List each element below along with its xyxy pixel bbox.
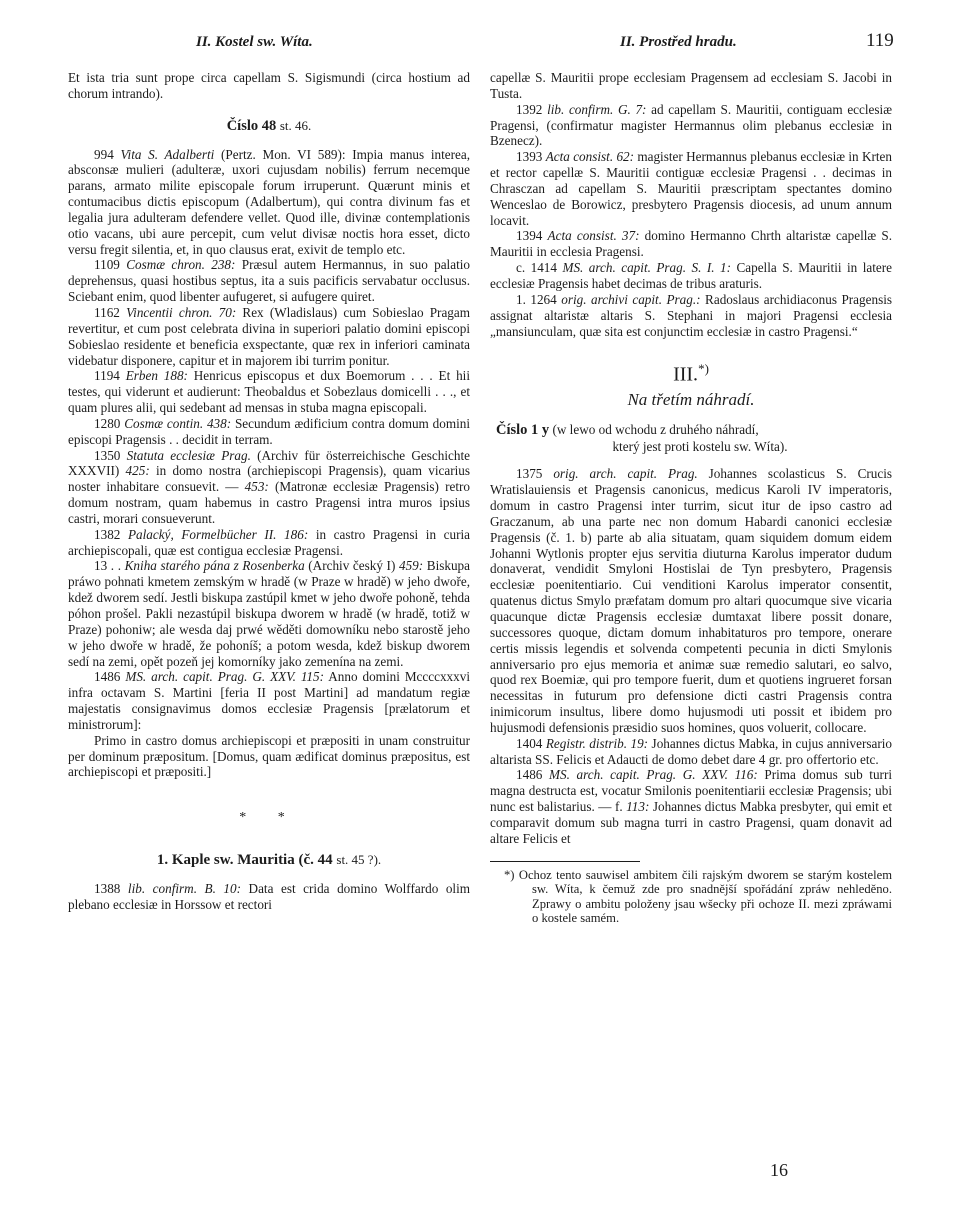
left-column-paragraph: 13 . . Kniha starého pána z Rosenberka (Archiv český I) 459: Biskupa práwo pohnati kmetem zemským w hradě (w Praze w hradě) w jeho dwoře, kdež dworem sedí. Jestli biskupa zastúpil kmet w jeho dwoře pohoně, tehda póhon prošel. Pakli nezastúpil biskupa dworem w hradě (w hradě, totiž w Praze) pohoniw; ale wesda daj prwé wěděti domowníku nebo starostě jeho w jeho dwoře w hradě, že pohoníš; a potom wesda, kdež biskup dworem sedí na zemi, opět pozeň jej komorníky jako zemenína na zemi. bbox=[68, 558, 470, 669]
right-column-paragraph: 1394 Acta consist. 37: domino Hermanno Chrth altaristæ capellæ S. Mauritii in ecclesia Pragensi. bbox=[490, 228, 892, 260]
right-column-paragraph: 1393 Acta consist. 62: magister Hermannus plebanus ecclesiæ in Krten et rector capellæ S. Mauritii contiguæ ecclesiæ Pragensi . . decimas in Chrasczan ad capellam S. Mauritii præscriptam spectantes domino Wenceslao de Borowicz, presbytero Pragensis diocesis, ad unum annum locavit. bbox=[490, 149, 892, 228]
left-column-paragraph: 1109 Cosmæ chron. 238: Præsul autem Hermannus, in suo palatio deprehensus, quasi hostibus septus, ita a suis pacificis servabatur occlusus. Sciebant enim, quod libenter aufugeret, si aufugere quiret. bbox=[68, 257, 470, 305]
left-column-paragraph: 1388 lib. confirm. B. 10: Data est crida domino Wolffardo olim plebano ecclesiæ in Horssow et rectori bbox=[68, 880, 471, 912]
right-column-paragraph: 1486 MS. arch. capit. Prag. G. XXV. 116: Prima domus sub turri magna destructa est, vocatur Smilonis poenitentiarii ecclesiæ Pragensis; ubi nunc est balistarius. — f. 113: Johannes dictus Mabka presbyter, qui emit et comparavit domum sub magna turri in castro Pragensi, quam donavit ad altare Felicis et bbox=[490, 767, 893, 846]
right-column-paragraph: III.*) bbox=[673, 361, 709, 386]
left-column bbox=[68, 70, 470, 913]
right-column-paragraph: 1392 lib. confirm. G. 7: ad capellam S. Mauritii, contiguam ecclesiæ Pragensi, (confirmatur magister Hermannus olim plebanus ecclesiæ in Bzenecz). bbox=[490, 101, 893, 149]
right-column-paragraph: 1404 Registr. distrib. 19: Johannes dictus Mabka, in cujus anniversario altarista SS. Felicis et Adaucti de domo debet dare 4 gr. pro offertorio etc. bbox=[490, 735, 892, 767]
left-column-paragraph: Číslo 48 st. 46. bbox=[226, 117, 312, 134]
left-column-paragraph: 1280 Cosmæ contin. 438: Secundum ædificium contra domum domini episcopi Pragensis . . decidit in terram. bbox=[68, 415, 471, 447]
left-column-paragraph: 1162 Vincentii chron. 70: Rex (Wladislaus) cum Sobieslao Pragam revertitur, et cum post celebrata divina in superiori palatio domini episcopi Sobieslao residente et beneficia exspectante, quæ rex in inferiori caminata videbatur disponere, capitur et in majorem ibi turrim ponitur. bbox=[68, 304, 471, 368]
right-column-paragraph: capellæ S. Mauritii prope ecclesiam Pragensem ad ecclesiam S. Jacobi in Tusta. bbox=[490, 70, 892, 101]
left-column-paragraph: Et ista tria sunt prope circa capellam S. Sigismundi (circa hostium ad chorum intrando). bbox=[68, 70, 470, 101]
right-column-paragraph: Číslo 1 y (w lewo od wchodu z druhého náhradí, který jest proti kostelu sw. Wíta). bbox=[496, 421, 788, 454]
left-column-paragraph: 1382 Palacký, Formelbücher II. 186: in castro Pragensi in curia archiepiscopali, quæ est contigua ecclesiæ Pragensi. bbox=[68, 526, 470, 558]
left-column-paragraph: 1486 MS. arch. capit. Prag. G. XXV. 115: Anno domini Mccccxxxvi infra octavam S. Martini [feria II post Martini] ad mandatum regiæ majestatis consignavimus domos ecclesiæ Pragensis [prælatorum et ministrorum]: bbox=[68, 669, 470, 732]
left-column-paragraph: 994 Vita S. Adalberti (Pertz. Mon. VI 589): Impia manus interea, absconsæ mulieri (adulteræ, uxori cujusdam nobilis) ferrum necemque parans, armato milite episcopale forum irruperunt. Quærunt minis et contumacibus dictis episcopum (Adalbertum), qui contra divinum fas et legalia jura adulteram defendere vellet. Quod ille, divinæ contemplationis otio vacans, ubi aure percepit, cum velut divisæ noctis hora esset, dicto versu fregit silentia, et, in quo clausus erat, exivit de templo etc. bbox=[68, 146, 470, 257]
page-number: 119 bbox=[866, 30, 894, 51]
left-column-paragraph: 1350 Statuta ecclesiæ Prag. (Archiv für österreichische Geschichte XXXVII) 425: in domo nostra (archiepiscopi Pragensis), quam vicarius noster inhabitare consuevit. — 453: (Matronæ ecclesiæ Pragensis) retro domum nostram, quam habemus in castro Pragensi intra muros ipsius castri, morari consueverunt. bbox=[68, 447, 470, 526]
footnote-rule bbox=[490, 861, 640, 862]
left-column-paragraph: 1194 Erben 188: Henricus episcopus et dux Boemorum . . . Et hii testes, qui viderunt et audierunt: Theobaldus et Sobezlaus domicelli . . ., et quam plures alii, qui sedebant ad mensas in stuba magna episcopali. bbox=[68, 368, 470, 416]
left-column-paragraph: Primo in castro domus archiepiscopi et præpositi in unam construitur per dominum præpositum. [Domus, quam ædificat dominus præpositus, est archiepiscopi et præpositi.] bbox=[68, 732, 470, 780]
right-column-paragraph: Na třetím náhradí. bbox=[627, 389, 755, 409]
right-column bbox=[490, 70, 892, 926]
right-column-paragraph: c. 1414 MS. arch. capit. Prag. S. I. 1: Capella S. Mauritii in latere ecclesiæ Pragensis habet decimas de tribus araturis. bbox=[490, 260, 892, 291]
right-column-paragraph: 1. 1264 orig. archivi capit. Prag.: Radoslaus archidiaconus Pragensis assignat altaristæ altaris S. Stephani in majori Pragensi ecclesia „mansiunculam, quæ sita est conjunctim ecclesiæ in castro Pragensi.“ bbox=[490, 291, 893, 339]
right-column-paragraph: 1375 orig. arch. capit. Prag. Johannes scolasticus S. Crucis Wratislauiensis et Pragensis canonicus, medicus Karoli IV imperatoris, domum in castro Pragensi inter turrim, sicut itur de ipso castro ad Graczanum, ab una parte nec non domum Habardi canonici ecclesiæ Pragensis (č. 1. b) parte ab alia situatam, quam siquidem domum eidem Johanni Wytlonis propter ejus servitia diuturna Karolus imperator dudum donaverat, vendidit Smyloni Hostislai de Tyn presbytero, Pragensis ecclesiæ poenitentiario. Cui venditioni Karolus imperator consentit, quatenus dictus Smylo præfatam domum pro altari quocumque sive vicaria quacunque dictæ Pragensis ecclesiæ dumtaxat libere possit donare, successores quoque, dictam domum inhabitaturos pro tempore, onerare certis missis legendis et solvenda competenti pecunia in dicti Smylonis anniversario pro ejus memoria et animæ suæ remedio salutari, eo salvo, quod rex Boemiæ, qui pro tempore fuerit, dum et quotiens ingrueret forsan necessitas in futurum pro defensione dicti castri Pragensis contra inimicorum insultus, libere domo hujusmodi uti possit et ibidem pro hujusmodi defensionis præsidio suos homines, quos voluerit, collocare. bbox=[490, 466, 892, 735]
signature-mark: 16 bbox=[770, 1160, 788, 1180]
left-column-paragraph: 1. Kaple sw. Mauritia (č. 44 st. 45 ?). bbox=[156, 852, 382, 869]
running-header-left: II. Kostel sw. Wíta. bbox=[196, 34, 313, 50]
running-header-right: II. Prostřed hradu. bbox=[620, 34, 737, 50]
right-column-paragraph: *) Ochoz tento sauwisel ambitem čili rajským dworem se starým kostelem sw. Wíta, k čemuž zde pro snadnější spořádání zpráw nehleděno. Zprawy o ambitu položeny jsau wšecky při ochoze II. mezi zpráwami o kostele samém. bbox=[504, 867, 892, 926]
left-column-paragraph: * * bbox=[239, 810, 299, 826]
